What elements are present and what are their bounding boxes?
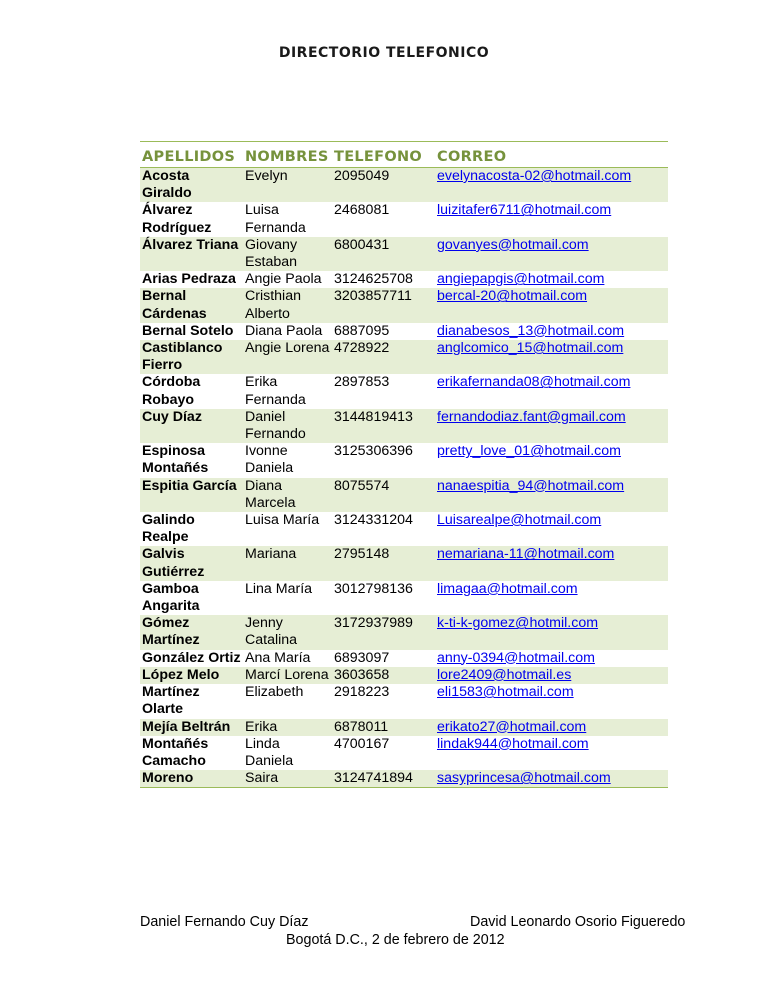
cell-telefono: 6893097 <box>334 649 390 666</box>
cell-apellidos: Galvis Gutiérrez <box>140 546 243 580</box>
email-link[interactable]: govanyes@hotmail.com <box>435 237 668 271</box>
cell-telefono: 3603658 <box>332 667 435 684</box>
table-row <box>140 667 668 684</box>
email-link[interactable]: nemariana-11@hotmail.com <box>435 546 668 580</box>
cell-telefono: 6800431 <box>332 237 435 271</box>
directory-table <box>140 141 668 788</box>
cell-telefono: 2468081 <box>334 202 390 219</box>
cell-apellidos: López Melo <box>140 667 243 684</box>
table-row <box>140 719 668 736</box>
email-link[interactable]: k-ti-k-gomez@hotmil.com <box>435 615 668 649</box>
cell-apellidos: Acosta Giraldo <box>140 168 243 203</box>
email-link[interactable]: dianabesos_13@hotmail.com <box>437 322 625 339</box>
header-correo: CORREO <box>435 142 668 168</box>
cell-telefono: 3172937989 <box>332 615 435 649</box>
cell-telefono: 3124331204 <box>334 512 413 529</box>
directory-body <box>140 168 668 788</box>
cell-telefono: 4728922 <box>332 340 435 374</box>
email-link[interactable]: pretty_love_01@hotmail.com <box>437 443 621 460</box>
table-header-row <box>140 142 668 168</box>
table-row <box>140 736 668 770</box>
email-link[interactable]: erikafernanda08@hotmail.com <box>437 374 631 391</box>
cell-apellidos: Álvarez Triana <box>140 237 243 271</box>
cell-nombres: Luisa María <box>245 512 320 529</box>
email-link[interactable]: anglcomico_15@hotmail.com <box>435 340 668 374</box>
cell-nombres: Mariana <box>243 546 332 580</box>
cell-apellidos: Moreno <box>140 770 243 788</box>
header-nombres: NOMBRES <box>243 142 332 168</box>
table-row <box>140 770 668 788</box>
cell-telefono: 6887095 <box>334 322 390 339</box>
table-row <box>140 546 668 580</box>
cell-nombres: Diana Marcela <box>243 478 332 512</box>
cell-telefono: 4700167 <box>334 735 390 752</box>
cell-apellidos: Castiblanco Fierro <box>140 340 243 374</box>
email-link[interactable]: evelynacosta-02@hotmail.com <box>435 168 668 203</box>
cell-telefono: 2795148 <box>332 546 435 580</box>
cell-telefono: 3144819413 <box>332 409 435 443</box>
email-link[interactable]: luizitafer6711@hotmail.com <box>437 202 612 219</box>
cell-apellidos: Espitia García <box>140 478 243 512</box>
email-link[interactable]: nanaespitia_94@hotmail.com <box>435 478 668 512</box>
cell-nombres: Elizabeth <box>245 684 304 701</box>
header-apellidos: APELLIDOS <box>140 142 243 168</box>
cell-nombres: Cristhian Alberto <box>243 288 332 322</box>
cell-apellidos: Cuy Díaz <box>140 409 243 443</box>
cell-nombres: Angie Paola <box>245 271 322 288</box>
email-link[interactable]: fernandodiaz.fant@gmail.com <box>435 409 668 443</box>
table-row <box>140 615 668 649</box>
table-row <box>140 340 668 374</box>
cell-nombres: Lina María <box>245 580 313 597</box>
cell-telefono: 3203857711 <box>332 288 435 322</box>
table-row <box>140 581 668 615</box>
cell-apellidos: Arias Pedraza <box>142 271 236 288</box>
cell-telefono: 2897853 <box>334 374 390 391</box>
header-telefono: TELEFONO <box>332 142 435 168</box>
cell-telefono: 3124625708 <box>334 271 413 288</box>
cell-nombres: Diana Paola <box>245 322 323 339</box>
cell-nombres: Giovany Estaban <box>243 237 332 271</box>
cell-nombres: Erika Fernanda <box>245 374 306 408</box>
cell-telefono: 8075574 <box>332 478 435 512</box>
cell-apellidos: González Ortiz <box>142 649 241 666</box>
cell-apellidos: Montañés Camacho <box>142 735 209 769</box>
cell-apellidos: Gómez Martínez <box>140 615 243 649</box>
cell-telefono: 2918223 <box>334 684 390 701</box>
cell-nombres: Ana María <box>245 649 311 666</box>
table-row <box>140 650 668 667</box>
cell-apellidos: Córdoba Robayo <box>142 374 201 408</box>
footer-place-date: Bogotá D.C., 2 de febrero de 2012 <box>286 932 505 948</box>
table-row <box>140 409 668 443</box>
table-row <box>140 443 668 477</box>
cell-nombres: Evelyn <box>243 168 332 203</box>
cell-telefono: 6878011 <box>332 719 435 736</box>
email-link[interactable]: erikato27@hotmail.com <box>435 719 668 736</box>
email-link[interactable]: angiepapgis@hotmail.com <box>437 271 605 288</box>
cell-telefono: 3125306396 <box>334 443 413 460</box>
cell-nombres: Saira <box>243 770 332 788</box>
cell-apellidos: Gamboa Angarita <box>142 580 200 615</box>
cell-nombres: Erika <box>243 719 332 736</box>
email-link[interactable]: lindak944@hotmail.com <box>437 735 589 752</box>
footer-author-left: Daniel Fernando Cuy Díaz <box>140 914 309 930</box>
table-row <box>140 202 668 236</box>
cell-apellidos: Galindo Realpe <box>142 512 195 546</box>
email-link[interactable]: sasyprincesa@hotmail.com <box>435 770 668 788</box>
cell-apellidos: Bernal Sotelo <box>142 322 234 339</box>
document-title: DIRECTORIO TELEFONICO <box>278 45 490 61</box>
email-link[interactable]: anny-0394@hotmail.com <box>437 649 595 666</box>
email-link[interactable]: eli1583@hotmail.com <box>437 684 574 701</box>
cell-nombres: Ivonne Daniela <box>245 443 294 477</box>
cell-apellidos: Espinosa Montañés <box>142 443 209 477</box>
cell-nombres: Jenny Catalina <box>243 615 332 649</box>
email-link[interactable]: limagaa@hotmail.com <box>437 580 578 597</box>
email-link[interactable]: Luisarealpe@hotmail.com <box>437 512 602 529</box>
table-row <box>140 271 668 288</box>
table-row <box>140 168 668 203</box>
footer-author-right: David Leonardo Osorio Figueredo <box>470 914 686 930</box>
cell-apellidos: Martínez Olarte <box>142 684 200 718</box>
cell-telefono: 3012798136 <box>334 580 413 597</box>
cell-nombres: Luisa Fernanda <box>245 202 306 236</box>
table-row <box>140 237 668 271</box>
cell-apellidos: Mejía Beltrán <box>140 719 243 736</box>
table-row <box>140 288 668 322</box>
cell-nombres: Marcí Lorena <box>243 667 332 684</box>
cell-telefono: 2095049 <box>332 168 435 203</box>
table-row <box>140 684 668 718</box>
table-row <box>140 374 668 408</box>
table-row <box>140 512 668 546</box>
email-link[interactable]: bercal-20@hotmail.com <box>435 288 668 322</box>
cell-telefono: 3124741894 <box>332 770 435 788</box>
email-link[interactable]: lore2409@hotmail.es <box>435 667 668 684</box>
cell-apellidos: Álvarez Rodríguez <box>142 202 212 236</box>
table-row <box>140 323 668 340</box>
cell-nombres: Linda Daniela <box>245 735 294 769</box>
table-row <box>140 478 668 512</box>
cell-apellidos: Bernal Cárdenas <box>140 288 243 322</box>
cell-nombres: Daniel Fernando <box>243 409 332 443</box>
cell-nombres: Angie Lorena <box>243 340 332 374</box>
